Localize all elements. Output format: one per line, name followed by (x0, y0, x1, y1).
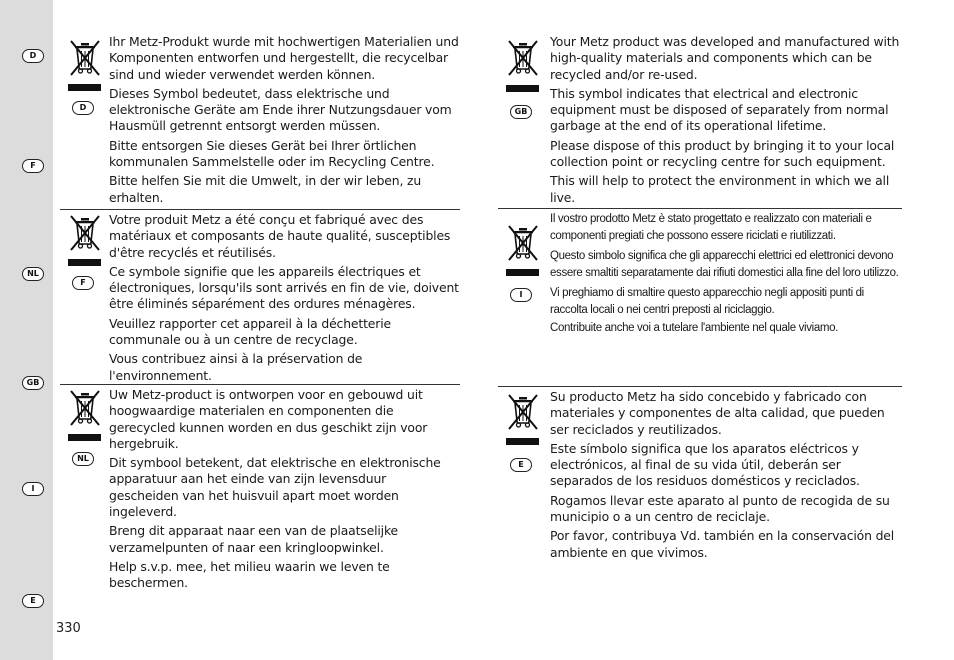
paragraph: Votre produit Metz a été conçu et fabriqué avec des matériaux et composants de haute qualité, susceptibles d'être recyclés et réutilisés. (109, 212, 451, 260)
sidebar-badge-d[interactable]: D (22, 49, 44, 63)
paragraph: Your Metz product was developed and manufactured with high-quality materials and components which can be recycled and/or re-used. (550, 34, 900, 82)
paragraph: Rogamos llevar este aparato al punto de recogida de su municipio o a un centro de reciclaje. (550, 492, 890, 525)
paragraph: Veuillez rapporter cet appareil à la déchetterie communale ou à un centre de recyclage. (109, 315, 391, 348)
paragraph: Il vostro prodotto Metz è stato progettato e realizzato con materiali e componenti pregiati che possono essere riciclati e riutilizzati. (550, 213, 872, 242)
badge-i: I (510, 288, 532, 302)
badge-nl: NL (72, 452, 94, 466)
sidebar-badge-gb[interactable]: GB (22, 376, 44, 390)
paragraph: This will help to protect the environment in which we all live. (550, 173, 890, 205)
weee-bar (506, 438, 539, 445)
weee-bin-icon (506, 392, 540, 432)
weee-bin-icon (68, 38, 102, 78)
section-it (498, 208, 902, 385)
sidebar-badge-f[interactable]: F (22, 159, 44, 173)
text-es (550, 389, 902, 564)
sidebar-badge-nl[interactable]: NL (22, 267, 44, 281)
language-sidebar (0, 0, 53, 660)
paragraph: Bitte entsorgen Sie dieses Gerät bei Ihrer örtlichen kommunalen Sammelstelle oder im Recycling Centre. (109, 137, 435, 170)
text-nl (109, 387, 459, 595)
paragraph: Vi preghiamo di smaltire questo apparecchio negli appositi punti di raccolta locali o nei centri preposti al riciclaggio. (550, 287, 864, 316)
badge-f: F (72, 276, 94, 290)
weee-bar (506, 85, 539, 92)
weee-bin-icon (506, 38, 540, 78)
paragraph: Dit symbool betekent, dat elektrische en elektronische apparatuur aan het einde van zijn levensduur gescheiden van het huisvuil apart moet worden ingeleverd. (109, 455, 441, 520)
paragraph: Questo simbolo significa che gli apparecchi elettrici ed elettronici devono essere smaltiti separatamente dai rifiuti domestici alla fine del loro utilizzo. (550, 250, 899, 279)
text-gb (550, 34, 902, 209)
section-es (498, 386, 902, 567)
weee-bar (68, 434, 101, 441)
paragraph: This symbol indicates that electrical and electronic equipment must be disposed of separately from normal garbage at the end of its operational lifetime. (550, 85, 889, 134)
weee-bar (506, 269, 539, 276)
paragraph: Ce symbole signifie que les appareils électriques et électroniques, lorsqu'ils sont arrivés en fin de vie, doivent être éliminés séparément des ordures ménagères. (109, 263, 459, 312)
weee-bin-icon (68, 213, 102, 253)
paragraph: Bitte helfen Sie mit die Umwelt, in der wir leben, zu erhalten. (109, 173, 422, 205)
paragraph: Por favor, contribuya Vd. también en la conservación del ambiente en que vivimos. (550, 528, 895, 560)
text-it (550, 211, 900, 337)
paragraph: Contribuite anche voi a tutelare l'ambiente nel quale viviamo. (550, 322, 838, 334)
paragraph: Ihr Metz-Produkt wurde mit hochwertigen Materialien und Komponenten entworfen und hergestellt, die recycelbar sind und wieder verwendet werden können. (109, 34, 459, 82)
section-fr (60, 209, 460, 382)
paragraph: Uw Metz-product is ontworpen voor en gebouwd uit hoogwaardige materialen en componenten die gerecycled kunnen worden en dus geschikt zijn voor hergebruik. (109, 387, 428, 451)
weee-bin-icon (68, 388, 102, 428)
badge-d: D (72, 101, 94, 115)
badge-e: E (510, 458, 532, 472)
text-fr (109, 212, 459, 387)
paragraph: Please dispose of this product by bringing it to your local collection point or recycling centre for such equipment. (550, 137, 895, 170)
weee-bar (68, 84, 101, 91)
section-de (60, 34, 460, 207)
paragraph: Vous contribuez ainsi à la préservation de l'environnement. (109, 351, 363, 383)
paragraph: Dieses Symbol bedeutet, dass elektrische und elektronische Geräte am Ende ihrer Nutzungsdauer vom Hausmüll getrennt entsorgt werden müssen. (109, 85, 452, 134)
page-number: 330 (56, 621, 81, 636)
weee-bar (68, 259, 101, 266)
paragraph: Su producto Metz ha sido concebido y fabricado con materiales y componentes de alta calidad, que pueden ser reciclados y reutilizados. (550, 389, 885, 437)
text-de (109, 34, 459, 209)
section-gb (498, 34, 902, 207)
weee-bin-icon (506, 223, 540, 263)
paragraph: Help s.v.p. mee, het milieu waarin we leven te beschermen. (109, 558, 390, 591)
section-nl (60, 384, 460, 591)
sidebar-badge-e[interactable]: E (22, 594, 44, 608)
sidebar-badge-i[interactable]: I (22, 482, 44, 496)
badge-gb: GB (510, 105, 532, 119)
paragraph: Breng dit apparaat naar een van de plaatselijke verzamelpunten of naar een kringloopwinkel. (109, 523, 399, 555)
paragraph: Este símbolo significa que los aparatos eléctricos y electrónicos, al final de su vida útil, deberán ser separados de los residuos domésticos y reciclados. (550, 440, 860, 489)
